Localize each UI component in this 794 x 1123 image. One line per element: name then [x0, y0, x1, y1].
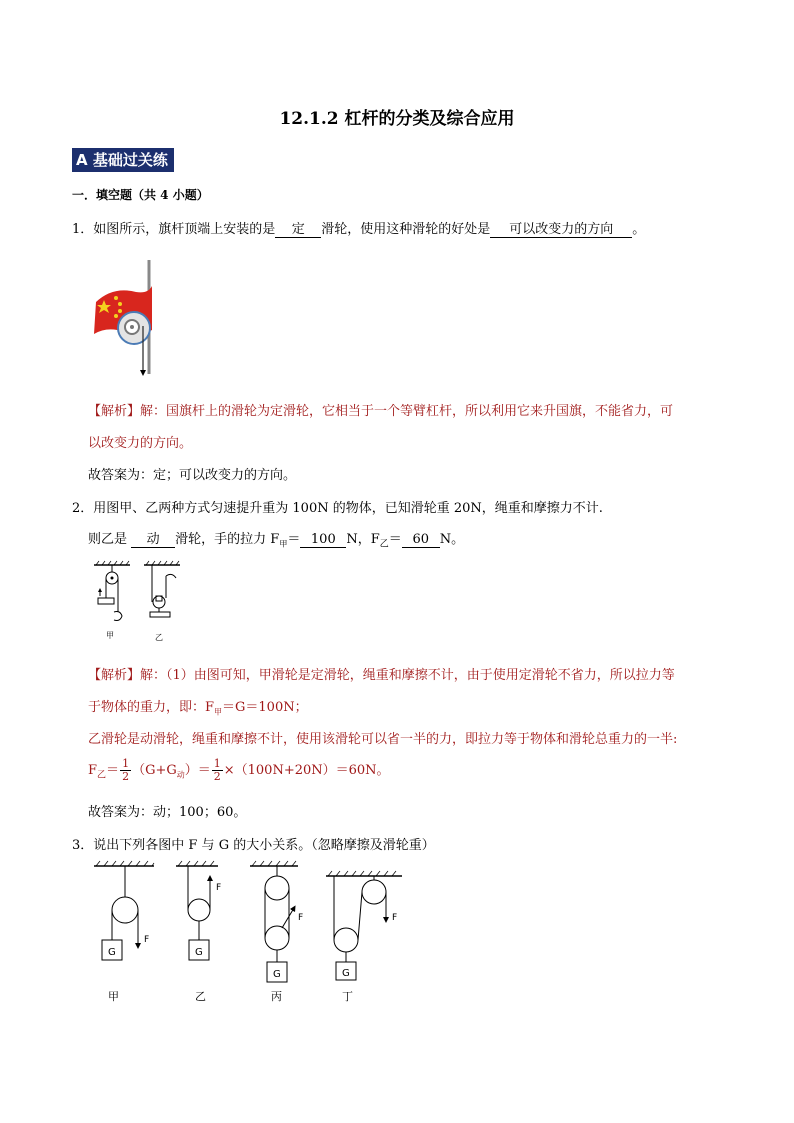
answer-blank-1: 定: [275, 218, 321, 238]
answer-blank-2: 可以改变力的方向: [490, 218, 632, 238]
pulley-system-bing: [250, 861, 303, 1003]
answer-blank-3: 动: [131, 528, 175, 548]
fig-label-bing: 丙: [271, 990, 282, 1003]
svg-text:F: F: [298, 913, 304, 923]
svg-text:F: F: [392, 913, 398, 923]
fig-label-yi: 乙: [195, 990, 206, 1003]
fig-label-ding: 丁: [342, 990, 353, 1003]
analysis-1-line1: 【解析】解：国旗杆上的滑轮为定滑轮，它相当于一个等臂杠杆，所以利用它来升国旗，不能省力，可: [88, 404, 674, 419]
analysis-2-line2: 于物体的重力，即：$F_甲=G=100N$；: [88, 700, 308, 717]
section-header: A 基础过关练: [72, 148, 174, 172]
answer-1: 故答案为：定；可以改变力的方向。: [88, 468, 297, 483]
question-text: 1．如图所示，旗杆顶端上安装的是: [72, 222, 276, 237]
question-2-line1: 2．用图甲、乙两种方式匀速提升重为 100N 的物体，已知滑轮重 20N，绳重和摩擦力不计.: [72, 501, 603, 516]
question-1: 1．如图所示，旗杆顶端上安装的是 定 滑轮，使用这种滑轮的好处是 可以改变力的方向 。: [72, 218, 645, 238]
answer-blank-5: 60: [402, 532, 440, 548]
pulley-system-jia: [94, 861, 154, 1003]
svg-text:G: G: [342, 968, 350, 979]
fraction: $\frac{1}{2}$: [122, 757, 130, 783]
svg-text:F: F: [216, 883, 222, 893]
page-title: 12.1.2 杠杆的分类及综合应用: [279, 109, 515, 129]
analysis-2-line1: 【解析】解：（1）由图可知，甲滑轮是定滑轮，绳重和摩擦不计，由于使用定滑轮不省力，所以拉力等: [88, 668, 675, 683]
fig-label-jia: 甲: [108, 990, 119, 1003]
answer-blank-4: 100: [300, 532, 346, 548]
svg-text:F: F: [144, 935, 150, 945]
question-2-line2: 则乙是 动 滑轮，手的拉力 $F_甲= 100$ N，$F_乙= 60$ N。: [88, 528, 464, 550]
answer-2: 故答案为：动；100；60。: [88, 805, 247, 820]
question-3: 3．说出下列各图中 F 与 G 的大小关系。（忽略摩擦及滑轮重）: [72, 838, 435, 853]
analysis-2-line3: 乙滑轮是动滑轮，绳重和摩擦不计，使用该滑轮可以省一半的力，即拉力等于物体和滑轮总重力的一半:: [88, 732, 678, 747]
analysis-1-line2: 以改变力的方向。: [88, 436, 193, 451]
analysis-2-formula: $F_乙=$ $\frac{1}{2}$ $(G+G_动)=$ $\frac{1}{2}$ ×（100N+20N）＝60N。: [88, 757, 390, 783]
fig-label-yi: 乙: [155, 633, 163, 642]
fraction: $\frac{1}{2}$: [213, 757, 221, 783]
fig-label-jia: 甲: [106, 631, 114, 640]
question-text: 滑轮，使用这种滑轮的好处是: [321, 222, 491, 237]
pulley-systems-figure: [92, 858, 412, 1008]
arrow-down-icon: [140, 370, 146, 376]
svg-text:G: G: [273, 969, 281, 980]
pulley-system-ding: [326, 871, 402, 1003]
flag-pulley-figure: [88, 256, 168, 378]
subsection-title: 一．填空题（共 4 小题）: [72, 188, 209, 202]
pulley-system-yi: [176, 861, 221, 1003]
pulley-jia-yi-figure: [92, 560, 184, 644]
svg-text:G: G: [195, 947, 203, 958]
svg-text:G: G: [108, 947, 116, 958]
